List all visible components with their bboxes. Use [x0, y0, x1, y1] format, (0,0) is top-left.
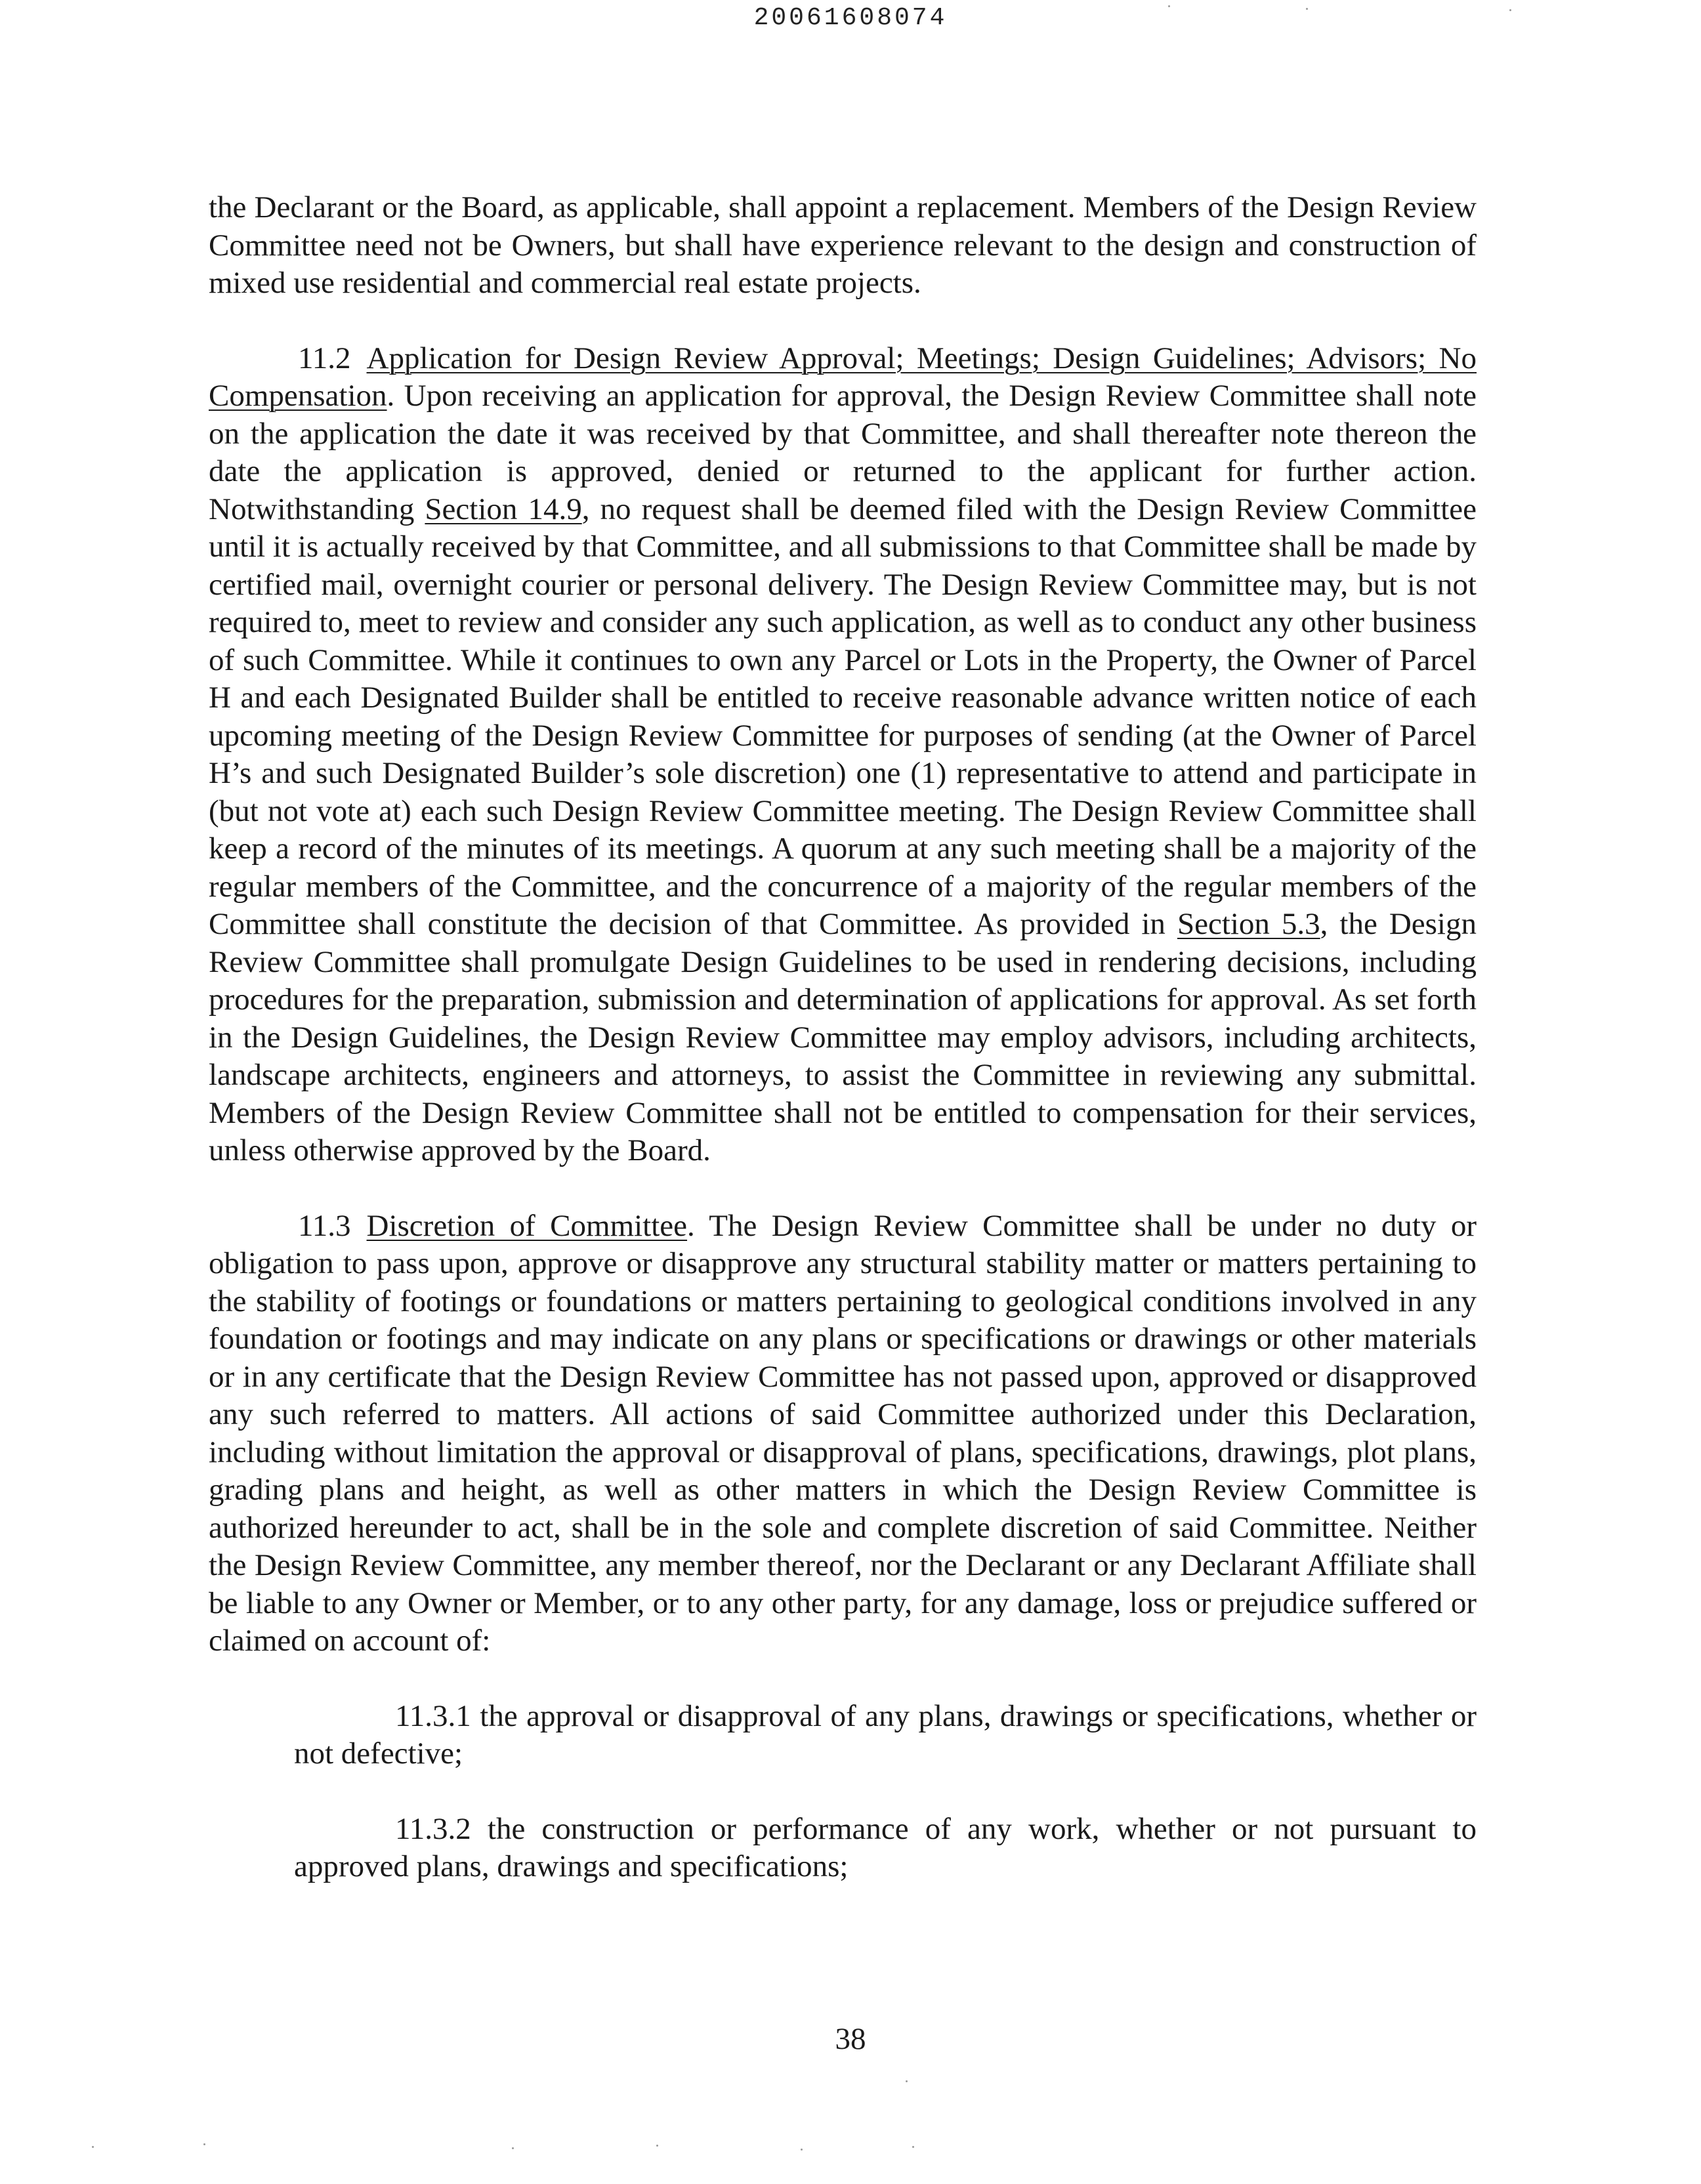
subsection-number: 11.3.2	[395, 1811, 471, 1846]
scan-speck	[1509, 9, 1511, 11]
section-text: . The Design Review Committee shall be under no duty or obligation to pass upon, approve or disapprove any structural stability matter or matters pertaining to the stability of footings or foundations or matters pertaining to geological conditions involved in any foundation or footings and may indicate on any plans or specifications or drawings or other materials or in any certificate that the Design Review Committee has not passed upon, approved or disapproved any such referred to matters. All actions of said Committee authorized under this Declaration, including without limitation the approval or disapproval of plans, specifications, drawings, plot plans, grading plans and height, as well as other matters in which the Design Review Committee is authorized hereunder to act, shall be in the sole and complete discretion of said Committee. Neither the Design Review Committee, any member thereof, nor the Declarant or any Declarant Affiliate shall be liable to any Owner or Member, or to any other party, for any damage, loss or prejudice suffered or claimed on account of:	[209, 1208, 1477, 1658]
section-text: , the Design Review Committee shall promulgate Design Guidelines to be used in rendering decisions, including procedures for the preparation, submission and determination of applications for approval. As set forth in the Design Guidelines, the Design Review Committee may employ advisors, including architects, landscape architects, engineers and attorneys, to assist the Committee in reviewing any submittal. Members of the Design Review Committee shall not be entitled to compensation for their services, unless otherwise approved by the Board.	[209, 907, 1477, 1167]
section-11-3	[209, 1208, 1477, 1660]
subsection-number: 11.3.1	[395, 1698, 471, 1733]
scan-speck	[1306, 8, 1308, 10]
scan-speck	[1168, 5, 1170, 7]
subsection-text: the approval or disapproval of any plans, drawings or specifications, whether or not defective;	[294, 1698, 1477, 1771]
document-body	[209, 189, 1477, 1923]
section-heading: Discretion of Committee	[366, 1208, 688, 1243]
scan-speck	[656, 2145, 658, 2147]
section-text: . Upon receiving an application for approval, the Design Review Committee shall note on the application the date it was received by that Committee, and shall thereafter note thereon the date the application is approved, denied or returned to the applicant for further action. Notwithstanding	[209, 379, 1477, 526]
scan-speck	[92, 2146, 94, 2148]
section-reference: Section 14.9	[425, 492, 582, 526]
intro-paragraph: the Declarant or the Board, as applicable, shall appoint a replacement. Members of the Design Review Committee need not be Owners, but shall have experience relevant to the design and construction of mixed use residential and commercial real estate projects.	[209, 190, 1477, 300]
section-reference: Section 5.3	[1177, 907, 1320, 941]
section-number: 11.2	[298, 341, 351, 375]
section-number: 11.3	[298, 1208, 351, 1243]
subsection-11-3-1	[294, 1698, 1477, 1773]
scan-speck	[912, 2146, 914, 2148]
scan-speck	[906, 2080, 908, 2082]
page-number: 38	[835, 2022, 866, 2056]
subsection-text: the construction or performance of any work, whether or not pursuant to approved plans, drawings and specifications;	[294, 1811, 1477, 1883]
section-text: , no request shall be deemed filed with the Design Review Committee until it is actually received by that Committee, and all submissions to that Committee shall be made by certified mail, overnight courier or personal delivery. The Design Review Committee may, but is not required to, meet to review and consider any such application, as well as to conduct any other business of such Committee. While it continues to own any Parcel or Lots in the Property, the Owner of Parcel H and each Designated Builder shall be entitled to receive reasonable advance written notice of each upcoming meeting of the Design Review Committee for purposes of sending (at the Owner of Parcel H’s and such Designated Builder’s sole discretion) one (1) representative to attend and participate in (but not vote at) each such Design Review Committee meeting. The Design Review Committee shall keep a record of the minutes of its meetings. A quorum at any such meeting shall be a majority of the regular members of the Committee, and the concurrence of a majority of the regular members of the Committee shall constitute the decision of that Committee. As provided in	[209, 492, 1477, 941]
scan-speck	[512, 2147, 514, 2149]
document-number: 20061608074	[753, 4, 948, 32]
scan-speck	[203, 2143, 205, 2145]
scan-speck	[801, 2149, 803, 2151]
subsection-11-3-2	[294, 1811, 1477, 1886]
section-11-2	[209, 340, 1477, 1170]
section-heading: Application for Design Review Approval; Meetings; Design Guidelines; Advisors; No Compensation	[209, 341, 1477, 413]
